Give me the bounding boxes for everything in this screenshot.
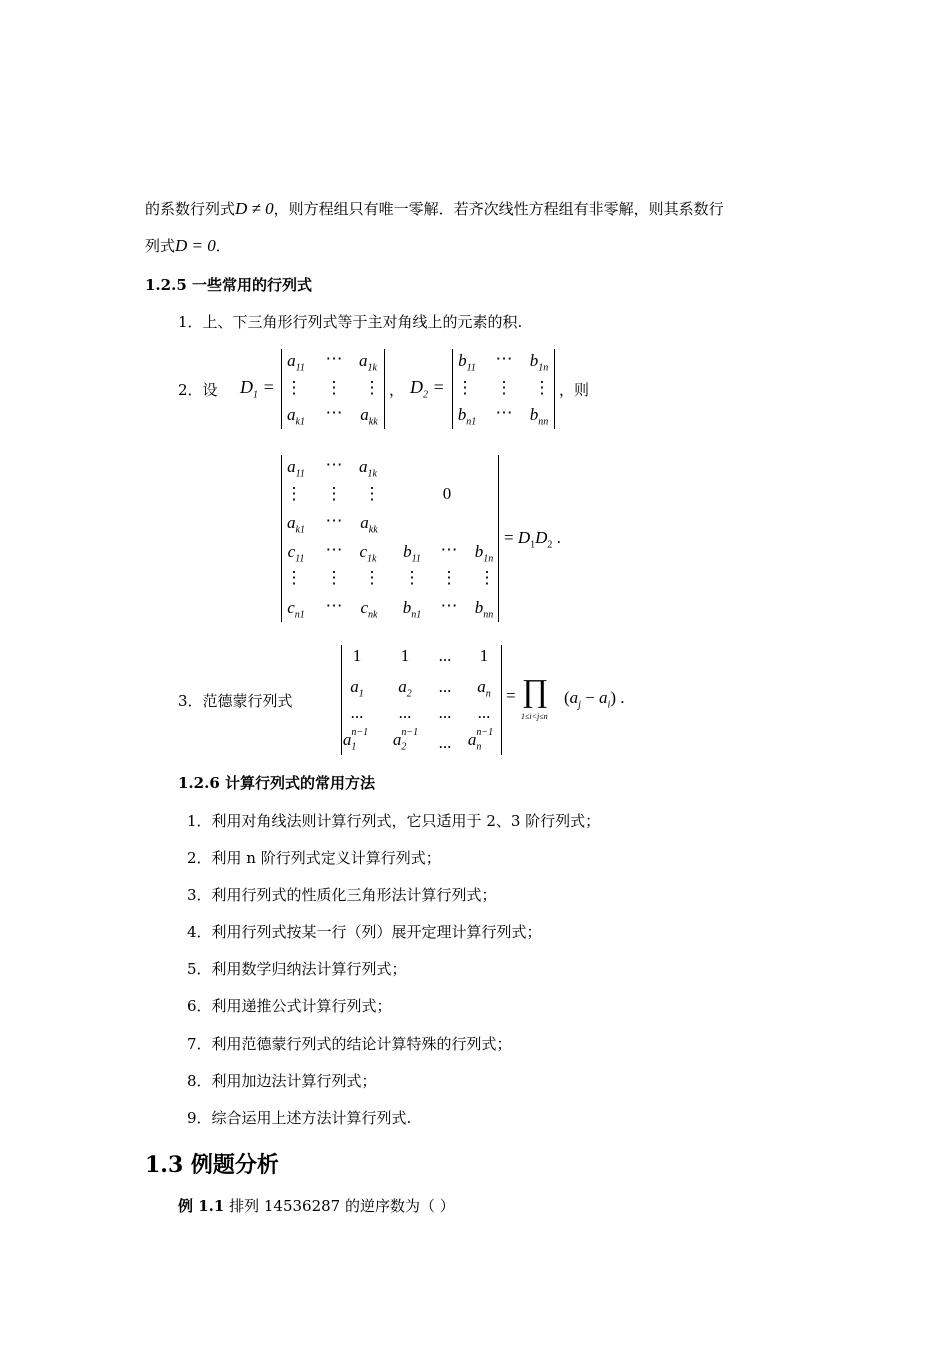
vdm-dots: ... [350, 703, 364, 722]
blk-vdots: ⋮ [285, 568, 303, 587]
blk-cdots: ⋯ [325, 455, 343, 474]
blk-zero: 0 [442, 484, 452, 503]
d2-cdots: ⋯ [495, 349, 513, 368]
method-item: 4．利用行列式按某一行（列）展开定理计算行列式； [187, 923, 542, 941]
d1-cdots: ⋯ [325, 403, 343, 422]
example-1-1 [178, 1195, 455, 1216]
vdm-dots: ... [438, 677, 452, 696]
block-right-bar [498, 455, 499, 622]
product-symbol: ∏ [522, 672, 549, 708]
vdm-1: 1 [352, 646, 362, 665]
d2-left-bar [452, 349, 453, 429]
blk-bn1: $b_{n1}$ [402, 598, 422, 621]
d2-bnn: $b_{nn}$ [529, 405, 549, 428]
d1-a11: $a_{11}$ [287, 351, 305, 374]
blk-vdots: ⋮ [325, 484, 343, 503]
d1-right-bar [384, 349, 385, 429]
blk-vdots: ⋮ [478, 568, 496, 587]
blk-cn1: $c_{n1}$ [287, 598, 305, 621]
d2-vdots: ⋮ [456, 378, 474, 397]
d2-b11: $b_{11}$ [458, 351, 476, 374]
vdm-dots: ... [438, 646, 452, 665]
d2-symbol: $D_2$ = [410, 377, 445, 401]
vdm-1: 1 [479, 646, 489, 665]
blk-vdots: ⋮ [363, 568, 381, 587]
blk-ak1: $a_{k1}$ [287, 513, 305, 536]
blk-akk: $a_{kk}$ [360, 513, 378, 536]
vdm-dots: ... [398, 703, 412, 722]
blk-vdots: ⋮ [403, 568, 421, 587]
vdm-right-bar [501, 645, 502, 755]
vdm-a1: $a_1$ [350, 677, 364, 700]
method-item: 9．综合运用上述方法计算行列式. [187, 1109, 412, 1127]
block-result: = $D_1D_2$ . [504, 528, 561, 551]
blk-bnn: $b_{nn}$ [474, 598, 494, 621]
d2-vdots: ⋮ [495, 378, 513, 397]
product-range: 1≤i<j≤n [521, 712, 548, 721]
blk-vdots: ⋮ [285, 484, 303, 503]
then-text: ，则 [559, 381, 590, 399]
method-item: 6．利用递推公式计算行列式； [187, 997, 392, 1015]
vdm-an-pow: $a_n^{n-1}$ [467, 727, 494, 753]
d1-left-bar [281, 349, 282, 429]
blk-cdots: ⋯ [325, 596, 343, 615]
d2-cdots: ⋯ [495, 403, 513, 422]
item-2-label: 2．设 [178, 381, 218, 399]
math-inline: D ≠ 0 [235, 199, 274, 218]
d2-b1n: $b_{1n}$ [529, 351, 549, 374]
d1-vdots: ⋮ [363, 378, 381, 397]
section-heading-1-2-5: 1.2.5 一些常用的行列式 [145, 276, 312, 294]
vdm-a1-pow: $a_1^{n-1}$ [342, 727, 369, 753]
vdm-dots: ... [438, 703, 452, 722]
blk-c11: $c_{11}$ [287, 542, 305, 565]
d1-cdots: ⋯ [325, 349, 343, 368]
blk-cdots: ⋯ [440, 540, 458, 559]
text-run: 的系数行列式 [145, 200, 236, 218]
blk-cnk: $c_{nk}$ [360, 598, 378, 621]
blk-cdots: ⋯ [325, 540, 343, 559]
d2-right-bar [554, 349, 555, 429]
blk-cdots: ⋯ [325, 511, 343, 530]
vdm-1: 1 [400, 646, 410, 665]
blk-b11: $b_{11}$ [403, 542, 421, 565]
vdm-a2: $a_2$ [398, 677, 412, 700]
d1-ak1: $a_{k1}$ [287, 405, 305, 428]
item-3-label: 3．范德蒙行列式 [178, 692, 293, 710]
para-line-2 [145, 235, 231, 256]
d2-vdots: ⋮ [533, 378, 551, 397]
vdm-dots: ... [477, 703, 491, 722]
method-item: 1．利用对角线法则计算行列式，它只适用于 2、3 阶行列式； [187, 812, 601, 830]
blk-a1k: $a_{1k}$ [359, 457, 377, 480]
blk-cdots: ⋯ [440, 596, 458, 615]
d1-vdots: ⋮ [285, 378, 303, 397]
d1-a1k: $a_{1k}$ [359, 351, 377, 374]
text-run: 列式 [145, 237, 176, 255]
method-item: 8．利用加边法计算行列式； [187, 1072, 377, 1090]
d1-akk: $a_{kk}$ [360, 405, 378, 428]
blk-c1k: $c_{1k}$ [359, 542, 377, 565]
section-heading-1-2-6: 1.2.6 计算行列式的常用方法 [178, 774, 375, 792]
section-heading-1-3: 1.3 例题分析 [145, 1152, 279, 1178]
vandermonde-result: = [506, 686, 516, 705]
blk-a11: $a_{11}$ [287, 457, 305, 480]
method-item: 3．利用行列式的性质化三角形法计算行列式； [187, 886, 497, 904]
product-term: $(a_j - a_i)$ . [564, 688, 625, 711]
d2-bn1: $b_{n1}$ [457, 405, 477, 428]
blk-vdots: ⋮ [363, 484, 381, 503]
text-run: ． [215, 237, 231, 255]
vdm-dots: ... [438, 733, 452, 752]
block-left-bar [281, 455, 282, 622]
math-inline: D = 0 [175, 236, 216, 255]
vdm-a2-pow: $a_2^{n-1}$ [392, 727, 419, 753]
para-line-1 [145, 198, 724, 219]
blk-vdots: ⋮ [440, 568, 458, 587]
blk-vdots: ⋮ [325, 568, 343, 587]
comma: ， [389, 381, 405, 399]
example-label: 例 1.1 [178, 1197, 225, 1215]
method-item: 2．利用 n 阶行列式定义计算行列式； [187, 849, 441, 867]
blk-b1n: $b_{1n}$ [474, 542, 494, 565]
method-item: 5．利用数学归纳法计算行列式； [187, 960, 407, 978]
vdm-an: $a_n$ [477, 677, 491, 700]
item-1: 1．上、下三角形行列式等于主对角线上的元素的积. [178, 313, 523, 331]
text-run: ，则方程组只有唯一零解．若齐次线性方程组有非零解，则其系数行 [273, 200, 724, 218]
method-item: 7．利用范德蒙行列式的结论计算特殊的行列式； [187, 1035, 512, 1053]
example-text: 排列 14536287 的逆序数为（ ） [229, 1197, 455, 1215]
d1-symbol: $D_1$ = [240, 377, 275, 401]
d1-vdots: ⋮ [325, 378, 343, 397]
